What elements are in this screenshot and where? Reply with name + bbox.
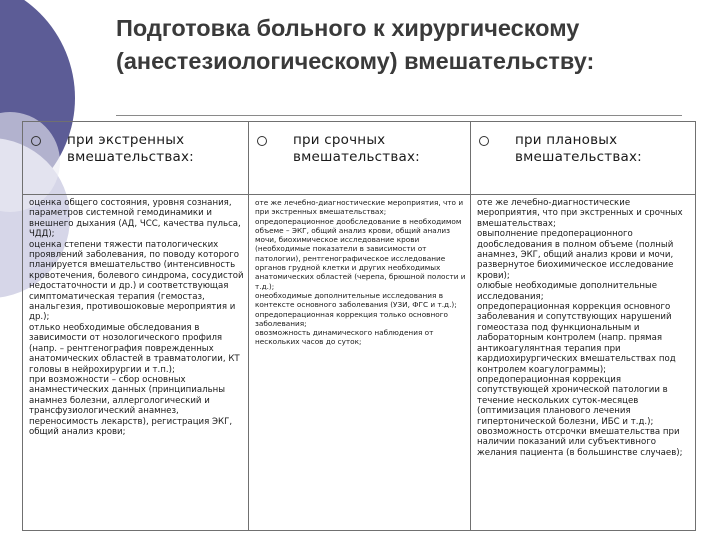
list-item: овыполнение предоперационного дообследования в полном объеме (полный анамнез, ЭКГ, общий анализ крови и мочи, развернутое биохимическое исследование крови); (477, 229, 674, 281)
list-item: опредоперационное дообследование в необходимом объеме – ЭКГ, общий анализ крови, общий анализ мочи, биохимическое исследование крови (необходимые показатели в зависимости от патологии), рентгенографическое исследование органов грудной клетки и других необходимых анатомических областей (черепа, брюшной полости и т.д.); (255, 216, 466, 291)
list-item: отлько необходимые обследования в зависимости от нозологического профиля (напр. – рентгенография поврежденных анатомических областей в травматологии, КТ головы в нейрохирургии и т.п.); (29, 322, 240, 375)
list-item: оте же лечебно-диагностические мероприятия, что при экстренных и срочных вмешательствах; (477, 198, 683, 229)
body-cell-urgent (249, 195, 471, 531)
table-body-row (23, 195, 696, 531)
list-item: овозможность отсрочки вмешательства при наличии показаний или субъективного желания пациента (в большинстве случаев); (477, 426, 683, 458)
circle-bullet-icon (257, 136, 267, 146)
preparation-table (22, 121, 696, 531)
slide-title: Подготовка больного к хирургическому (анестезиологическому) вмешательству: (116, 15, 595, 74)
list-item: опредоперационная коррекция основного заболевания и сопутствующих нарушений гомеостаза под функциональным и лабораторным контролем (напр. прямая антикоагулянтная терапия при кардиохирургических вмешательствах под контролем коагулограммы); (477, 302, 676, 375)
title-underline (116, 115, 682, 116)
list-item: овозможность динамического наблюдения от нескольких часов до суток; (255, 328, 434, 347)
planned-measures (471, 195, 695, 458)
list-item: олюбые необходимые дополнительные исследования; (477, 281, 658, 302)
heading-urgent: при срочных вмешательствах: (293, 132, 420, 165)
body-cell-emergency (23, 195, 249, 531)
list-item: опредоперационная коррекция только основного заболевания; (255, 309, 448, 328)
list-item: при возможности – сбор основных анамнестических данных (принципиальны анамнез болезни, аллергологический и трансфузиологический анамнез, переносимость лекарств), регистрация ЭКГ, общий анализ крови; (29, 374, 233, 437)
circle-bullet-icon (479, 136, 489, 146)
list-item: оценка общего состояния, уровня сознания, параметров системной гемодинамики и внешнего дыхания (АД, ЧСС, качества пульса, ЧДД); (29, 198, 241, 240)
header-cell-planned (471, 122, 696, 195)
urgent-measures (249, 195, 470, 347)
body-cell-planned (471, 195, 696, 531)
table-header-row (23, 122, 696, 195)
list-item: опредоперационная коррекция сопутствующей хронической патологии в течение нескольких суток-месяцев (оптимизация планового лечения гипертонической болезни, ИБС и т.д.); (477, 374, 668, 427)
list-item: онеобходимые дополнительные исследования в контексте основного заболевания (УЗИ, ФГС и т.д.); (255, 290, 457, 310)
header-cell-urgent (249, 122, 471, 195)
list-item: оте же лечебно-диагностические мероприятия, что и при экстренных вмешательствах; (255, 198, 464, 217)
list-item: оценка степени тяжести патологических проявлений заболевания, по поводу которого планируется вмешательство (интенсивность кровотечения, болевого синдрома, сосудистой недостаточности и др.) и соответствующая симптоматическая терапия (гемостаз, анальгезия, противошоковые мероприятия и др.); (29, 239, 244, 323)
emergency-measures (23, 195, 248, 437)
heading-planned: при плановых вмешательствах: (515, 132, 642, 165)
header-cell-emergency (23, 122, 249, 195)
heading-emergency: при экстренных вмешательствах: (67, 132, 194, 165)
circle-bullet-icon (31, 136, 41, 146)
